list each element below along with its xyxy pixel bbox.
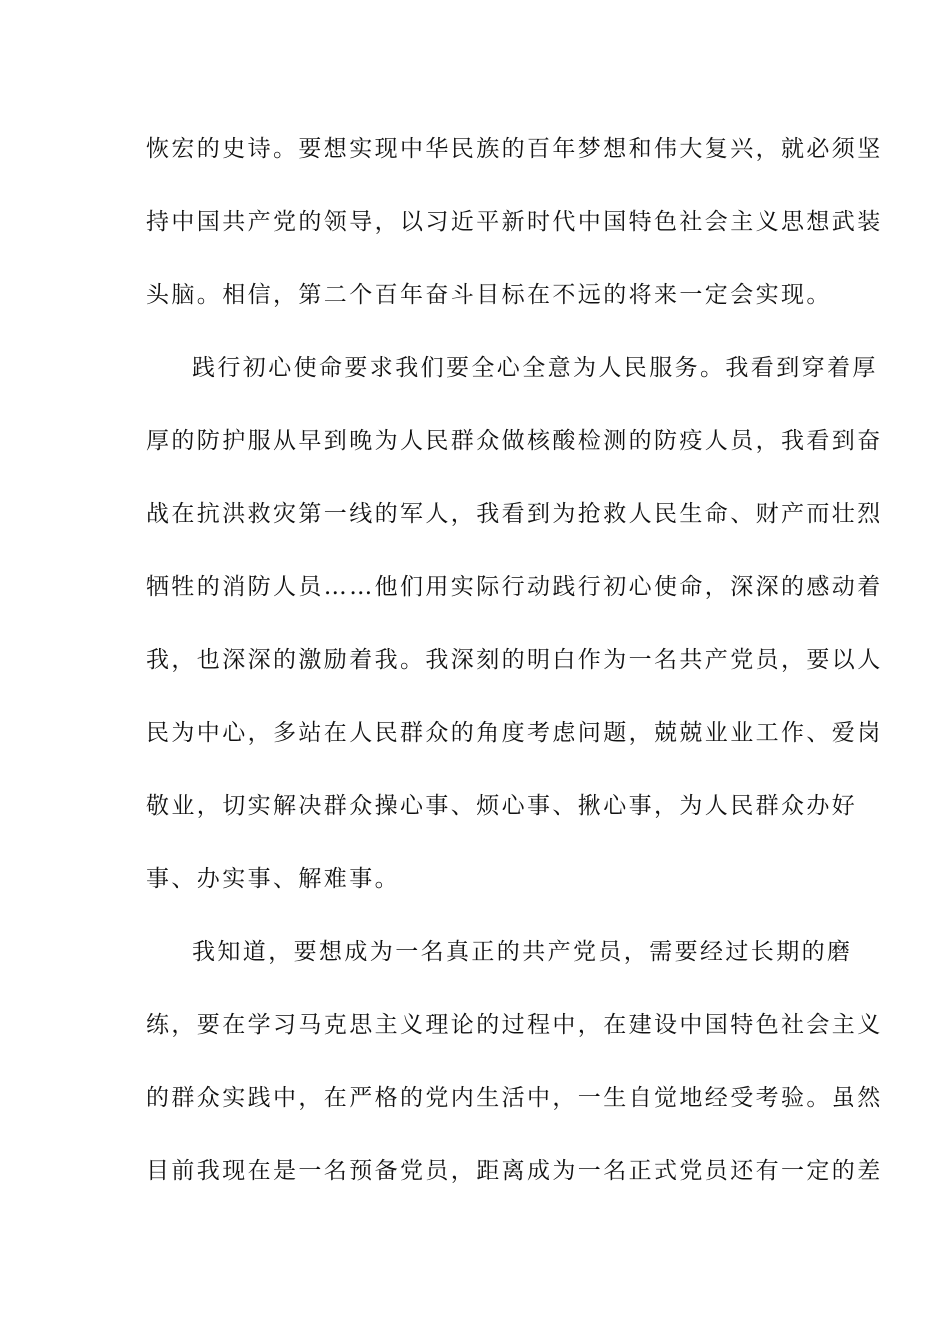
text-line: 厚的防护服从早到晚为人民群众做核酸检测的防疫人员，我看到奋 (146, 428, 883, 454)
text-line: 敬业，切实解决群众操心事、烦心事、揪心事，为人民群众办好 (146, 793, 858, 819)
text-line: 练，要在学习马克思主义理论的过程中，在建设中国特色社会主义 (146, 1012, 883, 1038)
text-line: 我，也深深的激励着我。我深刻的明白作为一名共产党员，要以人 (146, 647, 883, 673)
paragraph-first-line: 践行初心使命要求我们要全心全意为人民服务。我看到穿着厚 (192, 355, 878, 381)
text-line: 事、办实事、解难事。 (146, 866, 400, 892)
text-line: 战在抗洪救灾第一线的军人，我看到为抢救人民生命、财产而壮烈 (146, 501, 883, 527)
text-line: 民为中心，多站在人民群众的角度考虑问题，兢兢业业工作、爱岗 (146, 720, 883, 746)
text-line: 头脑。相信，第二个百年奋斗目标在不远的将来一定会实现。 (146, 282, 832, 308)
paragraph-first-line: 我知道，要想成为一名真正的共产党员，需要经过长期的磨 (192, 939, 853, 965)
text-line: 目前我现在是一名预备党员，距离成为一名正式党员还有一定的差 (146, 1158, 883, 1184)
text-line: 牺牲的消防人员……他们用实际行动践行初心使命，深深的感动着 (146, 574, 883, 600)
text-line: 的群众实践中，在严格的党内生活中，一生自觉地经受考验。虽然 (146, 1085, 883, 1111)
text-line: 恢宏的史诗。要想实现中华民族的百年梦想和伟大复兴，就必须坚 (146, 136, 883, 162)
text-line: 持中国共产党的领导，以习近平新时代中国特色社会主义思想武装 (146, 209, 883, 235)
